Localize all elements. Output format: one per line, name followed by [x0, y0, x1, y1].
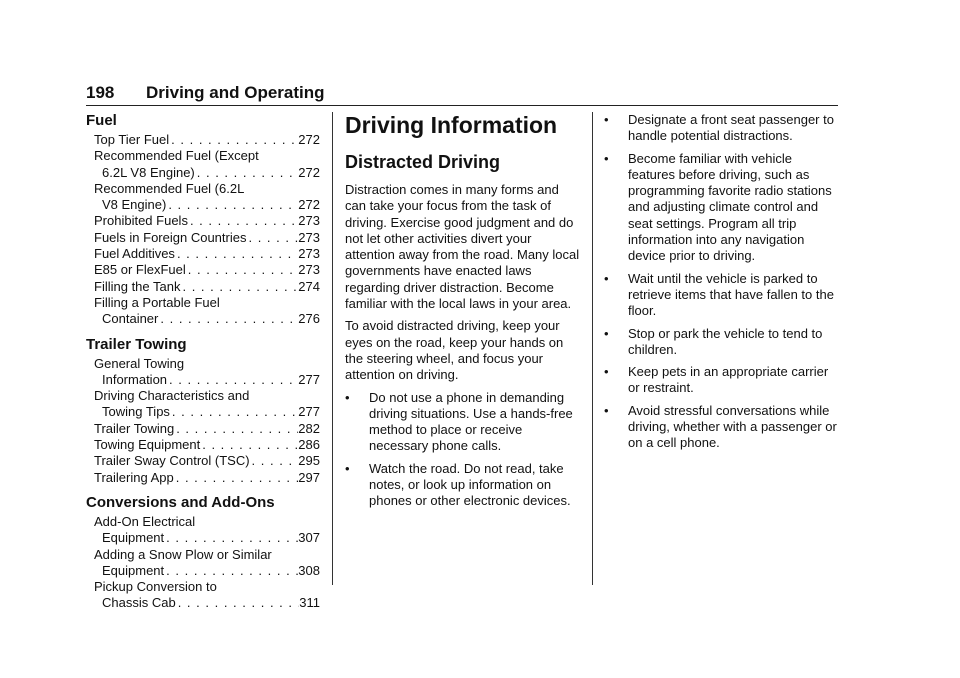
toc-heading-fuel: Fuel — [86, 112, 117, 129]
toc-entry-title: Adding a Snow Plow or Similar — [94, 546, 272, 562]
toc-entry-title: Filling a Portable Fuel — [94, 294, 220, 310]
toc-entry-title: Equipment — [102, 530, 165, 546]
toc-list-trailer-towing — [86, 356, 320, 486]
toc-item — [86, 356, 320, 389]
bullet-text: Avoid stressful conversations while driving, whether with a passenger or on a cell phone. — [628, 402, 837, 451]
toc-entry-title: Top Tier Fuel — [94, 132, 170, 147]
bullet-glyph: • — [345, 389, 350, 405]
toc-entry-title: Recommended Fuel (6.2L — [94, 180, 245, 196]
bullet-item — [604, 403, 840, 452]
toc-entry — [86, 197, 320, 213]
toc-page-number: 272 — [298, 197, 320, 213]
page-header — [86, 83, 838, 106]
page-number: 198 — [86, 83, 115, 102]
bullet-text: Designate a front seat passenger to handle potential distractions. — [628, 112, 834, 144]
toc-entry — [86, 470, 320, 486]
toc-entry — [86, 246, 320, 262]
toc-item — [86, 213, 320, 229]
bullet-glyph: • — [604, 364, 609, 380]
toc-entry-title: Towing Equipment — [94, 437, 201, 453]
toc-entry-title: Trailer Towing — [94, 420, 175, 436]
toc-entry-title: Fuel Additives — [94, 246, 175, 262]
toc-entry-title: 6.2L V8 Engine) — [102, 164, 195, 180]
toc-dot-leader — [174, 421, 298, 437]
bullet-item — [604, 112, 840, 145]
toc-dot-leader — [170, 404, 298, 420]
table-of-contents — [86, 112, 320, 612]
toc-page-number: 273 — [298, 246, 320, 262]
bullet-text: Become familiar with vehicle features before driving, such as programming favorite radio stations and adjusting climate control and seat settings. Program all trip information into any navigation device prior to driving. — [628, 150, 832, 264]
page-section-title: Driving and Operating — [146, 83, 325, 102]
toc-item — [86, 148, 320, 181]
toc-page-number: 295 — [298, 453, 320, 469]
toc-entry — [86, 262, 320, 278]
toc-entry — [86, 132, 320, 148]
chapter-title: Driving Information — [345, 112, 558, 138]
toc-entry-title: Container — [102, 311, 159, 327]
toc-dot-leader — [166, 197, 298, 213]
toc-dot-leader — [164, 530, 298, 546]
toc-page-number: 282 — [298, 420, 320, 436]
toc-dot-leader — [167, 372, 298, 388]
toc-dot-leader — [169, 132, 298, 148]
toc-dot-leader — [174, 470, 299, 486]
toc-entry — [86, 311, 320, 327]
toc-entry-title: Towing Tips — [102, 404, 170, 420]
toc-entry-title: Information — [102, 371, 168, 387]
bullet-glyph: • — [345, 460, 350, 476]
bullet-glyph: • — [604, 270, 609, 286]
content-column-right — [604, 112, 840, 458]
bullet-list — [604, 112, 840, 452]
toc-item — [86, 388, 320, 421]
toc-heading-conversions: Conversions and Add-Ons — [86, 493, 275, 511]
toc-entry-title: Add-On Electrical — [94, 513, 196, 529]
toc-entry-title: Pickup Conversion to — [94, 579, 217, 595]
bullet-text: Stop or park the vehicle to tend to children. — [628, 325, 823, 357]
toc-page-number: 311 — [299, 595, 320, 611]
toc-entry-title: Filling the Tank — [94, 278, 181, 294]
toc-page-number: 308 — [298, 562, 320, 578]
toc-entry-title: Driving Characteristics and — [94, 388, 250, 404]
toc-page-number: 277 — [298, 371, 320, 387]
toc-dot-leader — [250, 453, 299, 469]
toc-item — [86, 262, 320, 278]
toc-dot-leader — [200, 437, 298, 453]
toc-heading-trailer-towing: Trailer Towing — [86, 335, 187, 353]
bullet-glyph: • — [604, 402, 609, 418]
toc-dot-leader — [180, 279, 298, 295]
bullet-text: Wait until the vehicle is parked to retrieve items that have fallen to the floor. — [628, 270, 834, 319]
toc-dot-leader — [246, 230, 298, 246]
toc-page-number: 276 — [298, 311, 320, 327]
toc-page-number: 274 — [298, 278, 320, 294]
bullet-list — [345, 390, 581, 510]
toc-item — [86, 246, 320, 262]
toc-item — [86, 470, 320, 486]
toc-item — [86, 453, 320, 469]
toc-item — [86, 181, 320, 214]
toc-entry — [86, 595, 320, 611]
toc-item — [86, 230, 320, 246]
toc-entry — [86, 372, 320, 388]
toc-entry — [86, 230, 320, 246]
toc-entry — [86, 530, 320, 546]
bullet-item — [345, 390, 581, 455]
bullet-glyph: • — [604, 325, 609, 341]
toc-item — [86, 421, 320, 437]
toc-entry — [86, 437, 320, 453]
bullet-glyph: • — [604, 112, 609, 127]
toc-page-number: 272 — [298, 132, 320, 147]
toc-item — [86, 132, 320, 148]
bullet-item — [604, 271, 840, 320]
toc-entry-title: Fuels in Foreign Countries — [94, 229, 247, 245]
toc-item — [86, 514, 320, 547]
bullet-item — [604, 326, 840, 359]
toc-dot-leader — [188, 213, 298, 229]
toc-list-fuel — [86, 132, 320, 328]
toc-entry — [86, 404, 320, 420]
toc-item — [86, 279, 320, 295]
toc-page-number: 307 — [298, 530, 320, 546]
content-column-middle — [345, 112, 581, 516]
toc-item — [86, 437, 320, 453]
toc-entry — [86, 279, 320, 295]
toc-entry — [86, 165, 320, 181]
toc-page-number: 272 — [298, 164, 320, 180]
bullet-text: Watch the road. Do not read, take notes, or look up information on phones or other electronic devices. — [369, 460, 571, 509]
toc-entry-title: Prohibited Fuels — [94, 213, 188, 229]
toc-dot-leader — [195, 165, 299, 181]
toc-entry-title: V8 Engine) — [102, 197, 167, 213]
toc-entry — [86, 421, 320, 437]
toc-entry-title: General Towing — [94, 355, 185, 371]
toc-entry-title: Trailering App — [94, 469, 174, 485]
bullet-item — [604, 151, 840, 265]
toc-dot-leader — [176, 595, 300, 611]
toc-dot-leader — [186, 262, 299, 278]
toc-item — [86, 295, 320, 328]
toc-entry — [86, 213, 320, 229]
section-title: Distracted Driving — [345, 152, 501, 172]
toc-page-number: 277 — [298, 404, 320, 420]
bullet-item — [604, 364, 840, 397]
toc-page-number: 273 — [298, 229, 320, 245]
body-paragraph: Distraction comes in many forms and can take your focus from the task of driving. Exercise good judgment and do not let other activities divert your attention away from the road. Many local governments have enacted laws regarding driver distraction. Become familiar with the local laws in your area. — [345, 182, 580, 312]
column-divider — [332, 112, 333, 585]
bullet-glyph: • — [604, 150, 609, 166]
toc-page-number: 286 — [298, 437, 320, 453]
toc-entry — [86, 563, 320, 579]
toc-list-conversions — [86, 514, 320, 612]
toc-entry-title: Chassis Cab — [102, 595, 176, 611]
toc-entry-title: E85 or FlexFuel — [94, 262, 186, 278]
column-divider — [592, 112, 593, 585]
toc-page-number: 273 — [298, 262, 320, 278]
toc-item — [86, 579, 320, 612]
body-paragraph: To avoid distracted driving, keep your eyes on the road, keep your hands on the steering wheel, and focus your attention on driving. — [345, 318, 564, 383]
toc-page-number: 297 — [298, 469, 320, 485]
toc-dot-leader — [175, 246, 298, 262]
bullet-text: Keep pets in an appropriate carrier or restraint. — [628, 364, 829, 396]
toc-dot-leader — [164, 563, 298, 579]
toc-entry-title: Equipment — [102, 562, 165, 578]
toc-page-number: 273 — [298, 213, 320, 229]
toc-dot-leader — [158, 311, 298, 327]
toc-entry-title: Recommended Fuel (Except — [94, 148, 259, 164]
bullet-text: Do not use a phone in demanding driving situations. Use a hands-free method to place or receive necessary phone calls. — [369, 389, 573, 454]
bullet-item — [345, 461, 581, 510]
toc-entry-title: Trailer Sway Control (TSC) — [94, 453, 250, 469]
toc-entry — [86, 453, 320, 469]
toc-item — [86, 547, 320, 580]
